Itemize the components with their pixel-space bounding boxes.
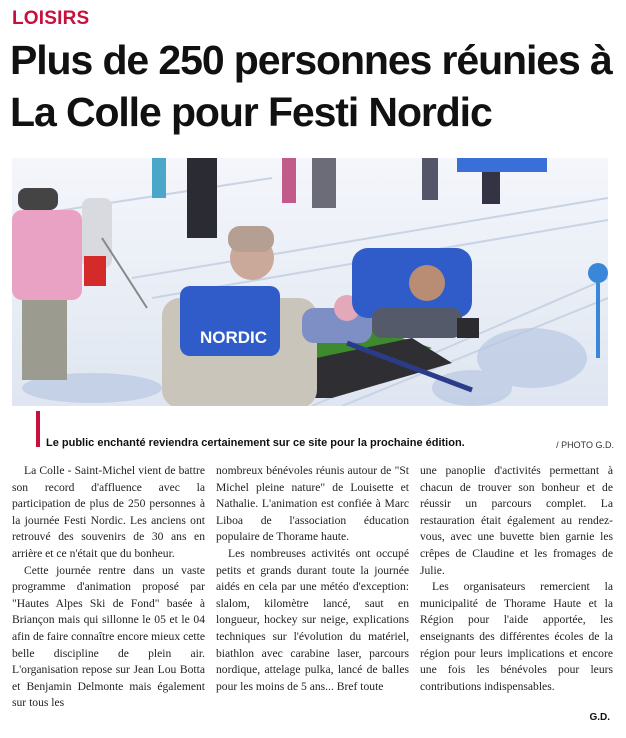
article-column-1 [12,463,205,712]
paragraph: Cette journée rentre dans un vaste programme d'animation proposé par "Hautes Alpes Ski de Fond" basée à Briançon mais qui sillonne le 05 et le 04 afin de faire connaître encore mieux cette belle discipline de plein air. L'organisation repose sur Jean Lou Botta et Benjamin Delmonte mais également sur tous les [12,563,205,710]
caption-accent-bar [36,411,40,447]
vest-text: NORDIC [200,328,268,347]
paragraph: nombreux bénévoles réunis autour de "St Michel pleine nature" de Louisette et Nathalie. L'animation est confiée à Marc Liboa de l'association éducation populaire de Thorame haute. [216,464,409,544]
photo-caption: Le public enchanté reviendra certainement sur ce site pour la prochaine édition. [46,437,465,449]
section-rubric: LOISIRS [12,8,90,29]
paragraph: Les organisateurs remercient la municipalité de Thorame Haute et la Région pour l'aide apportée, les enseignants des différentes écoles de la région pour leurs implications et encore une fois les bénévoles pour leurs contributions indispensables. [420,580,613,693]
paragraph: Les nombreuses activités ont occupé petits et grands durant toute la journée aidés en cela par une météo d'exception: slalom, kilomètre lancé, saut en longueur, hockey sur neige, explications techniques sur l'évolution du matériel, biathlon avec carabine laser, parcours nordique, attelage pulka, lancé de balles pour les moins de 5 ans... Bref toute [216,546,409,693]
article-photo [12,158,608,406]
paragraph: une panoplie d'activités permettant à chacun de trouver son bonheur et de réussir un parcours complet. La restauration était également au rendez-vous, avec une buvette bien garnie les crêpes de Claudine et les fromages de Julie. [420,464,613,577]
article-column-3 [420,463,613,695]
photo-credit: / PHOTO G.D. [556,440,614,450]
article-headline: Plus de 250 personnes réunies à La Colle pour Festi Nordic [10,37,612,135]
article-column-2 [216,463,409,695]
paragraph: La Colle - Saint-Michel vient de battre son record d'affluence avec la participation de plus de 250 personnes à la journée Festi Nordic. Les anciens ont retrouvé des souvenirs de 30 ans en arrière et ce n'était que du bonheur. [12,464,205,560]
author-signature: G.D. [589,712,610,723]
snow-scene-illustration [12,158,608,406]
